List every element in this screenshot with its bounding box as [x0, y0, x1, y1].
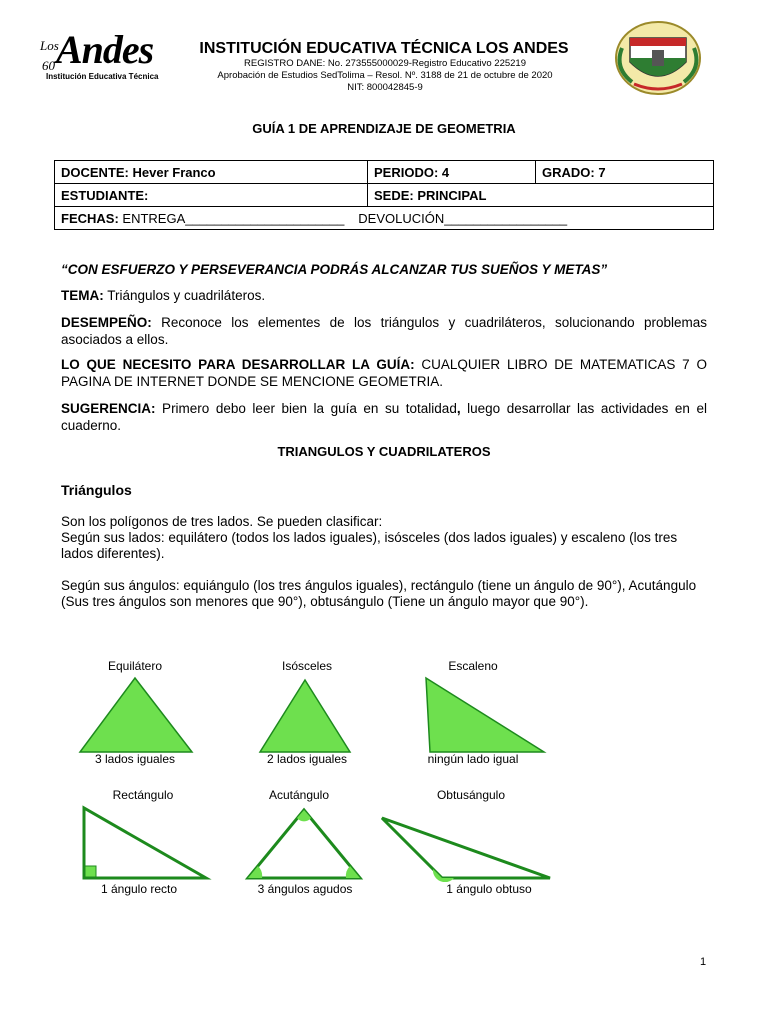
- tema-paragraph: [61, 287, 707, 304]
- docente-cell: DOCENTE: Hever Franco: [55, 161, 368, 184]
- school-logo: [40, 28, 160, 86]
- triangles-by-sides-figure: [70, 676, 550, 756]
- equilatero-caption: 3 lados iguales: [94, 752, 176, 766]
- isosceles-triangle-icon: [260, 680, 350, 752]
- rectangulo-caption: 1 ángulo recto: [100, 882, 178, 896]
- nit-line: NIT: 800042845-9: [347, 82, 423, 93]
- logo-years-text: 60: [42, 58, 55, 73]
- isosceles-caption: 2 lados iguales: [266, 752, 348, 766]
- obtusangulo-triangle-icon: [382, 818, 550, 878]
- sugerencia-comma: ,: [456, 401, 461, 416]
- isosceles-title: Isósceles: [281, 659, 333, 673]
- sugerencia-text-1: Primero debo leer bien la guía en su totalidad: [155, 401, 457, 416]
- escaleno-caption: ningún lado igual: [427, 752, 519, 766]
- acutangulo-caption: 3 ángulos agudos: [257, 882, 353, 896]
- sugerencia-label: SUGERENCIA:: [61, 401, 156, 416]
- body-p3: Según sus ángulos: equiángulo (los tres ángulos iguales), rectángulo (tiene un ángulo de 90°), Acutángulo (Sus tres ángulos son menores que 90°), obtusángulo (Tiene un ángulo mayor que 90°).: [61, 578, 697, 609]
- devolucion-field: DEVOLUCIÓN_________________: [358, 210, 568, 226]
- escaleno-triangle-icon: [426, 678, 544, 752]
- entrega-field: ENTREGA______________________: [118, 210, 345, 226]
- rectangulo-title: Rectángulo: [112, 788, 174, 802]
- equilatero-triangle-icon: [80, 678, 192, 752]
- acutangulo-title: Acutángulo: [268, 788, 330, 802]
- rectangulo-triangle-icon: [84, 808, 206, 878]
- sugerencia-text-2: luego desarrollar las actividades en el cuaderno.: [61, 401, 707, 433]
- necesito-text: CUALQUIER LIBRO DE MATEMATICAS 7 O PAGINA DE INTERNET DONDE SE MENCIONE GEOMETRIA.: [61, 357, 707, 389]
- tema-text: Triángulos y cuadriláteros.: [103, 288, 266, 303]
- escaleno-title: Escaleno: [448, 659, 498, 673]
- right-angle-mark-icon: [85, 866, 96, 877]
- body-p1: Son los polígonos de tres lados. Se pueden clasificar:: [61, 514, 383, 529]
- page-number: 1: [700, 956, 707, 968]
- section-title: TRIANGULOS Y CUADRILATEROS: [277, 444, 491, 459]
- estudiante-cell: ESTUDIANTE:: [55, 184, 368, 207]
- aprobacion-line: Aprobación de Estudios SedTolima – Resol. Nº. 3188 de 21 de octubre de 2020: [217, 70, 553, 81]
- periodo-cell: PERIODO: 4: [368, 161, 536, 184]
- fechas-label: FECHAS:: [61, 210, 119, 226]
- institution-title: INSTITUCIÓN EDUCATIVA TÉCNICA LOS ANDES: [199, 40, 569, 57]
- desempeno-text: Reconoce los elementes de los triángulos y cuadriláteros, solucionando problemas asociados a ellos.: [61, 315, 707, 347]
- necesito-label: LO QUE NECESITO PARA DESARROLLAR LA GUÍA:: [61, 357, 415, 372]
- obtusangulo-title: Obtusángulo: [436, 788, 506, 802]
- grado-cell: GRADO: 7: [536, 161, 714, 184]
- logo-andes-text: Andes: [56, 27, 154, 72]
- logo-los-text: Los: [40, 38, 59, 53]
- guide-title: GUÍA 1 DE APRENDIZAJE DE GEOMETRIA: [252, 121, 516, 136]
- triangles-by-angles-figure: [70, 804, 560, 882]
- obtusangulo-caption: 1 ángulo obtuso: [446, 882, 532, 896]
- acute-angle-mark-top-icon: [297, 810, 311, 821]
- registro-line: REGISTRO DANE: No. 273555000029-Registro Educativo 225219: [244, 58, 526, 69]
- sede-cell: SEDE: PRINCIPAL: [368, 184, 714, 207]
- necesito-paragraph: [61, 356, 707, 390]
- logo-subtitle: Institución Educativa Técnica: [46, 72, 159, 81]
- subsection-title: Triángulos: [61, 482, 132, 498]
- fechas-cell: [55, 207, 714, 230]
- desempeno-label: DESEMPEÑO:: [61, 315, 152, 330]
- sugerencia-paragraph: [61, 400, 707, 434]
- school-seal-icon: [612, 18, 704, 96]
- equilatero-title: Equilátero: [107, 659, 163, 673]
- tema-label: TEMA:: [61, 288, 104, 303]
- motto: “CON ESFUERZO Y PERSEVERANCIA PODRÁS ALCANZAR TUS SUEÑOS Y METAS”: [61, 262, 608, 277]
- desempeno-paragraph: [61, 314, 707, 348]
- body-p2: Según sus lados: equilátero (todos los lados iguales), isósceles (dos lados iguales) y escaleno (los tres lados diferentes).: [61, 530, 678, 561]
- info-table: [54, 160, 714, 230]
